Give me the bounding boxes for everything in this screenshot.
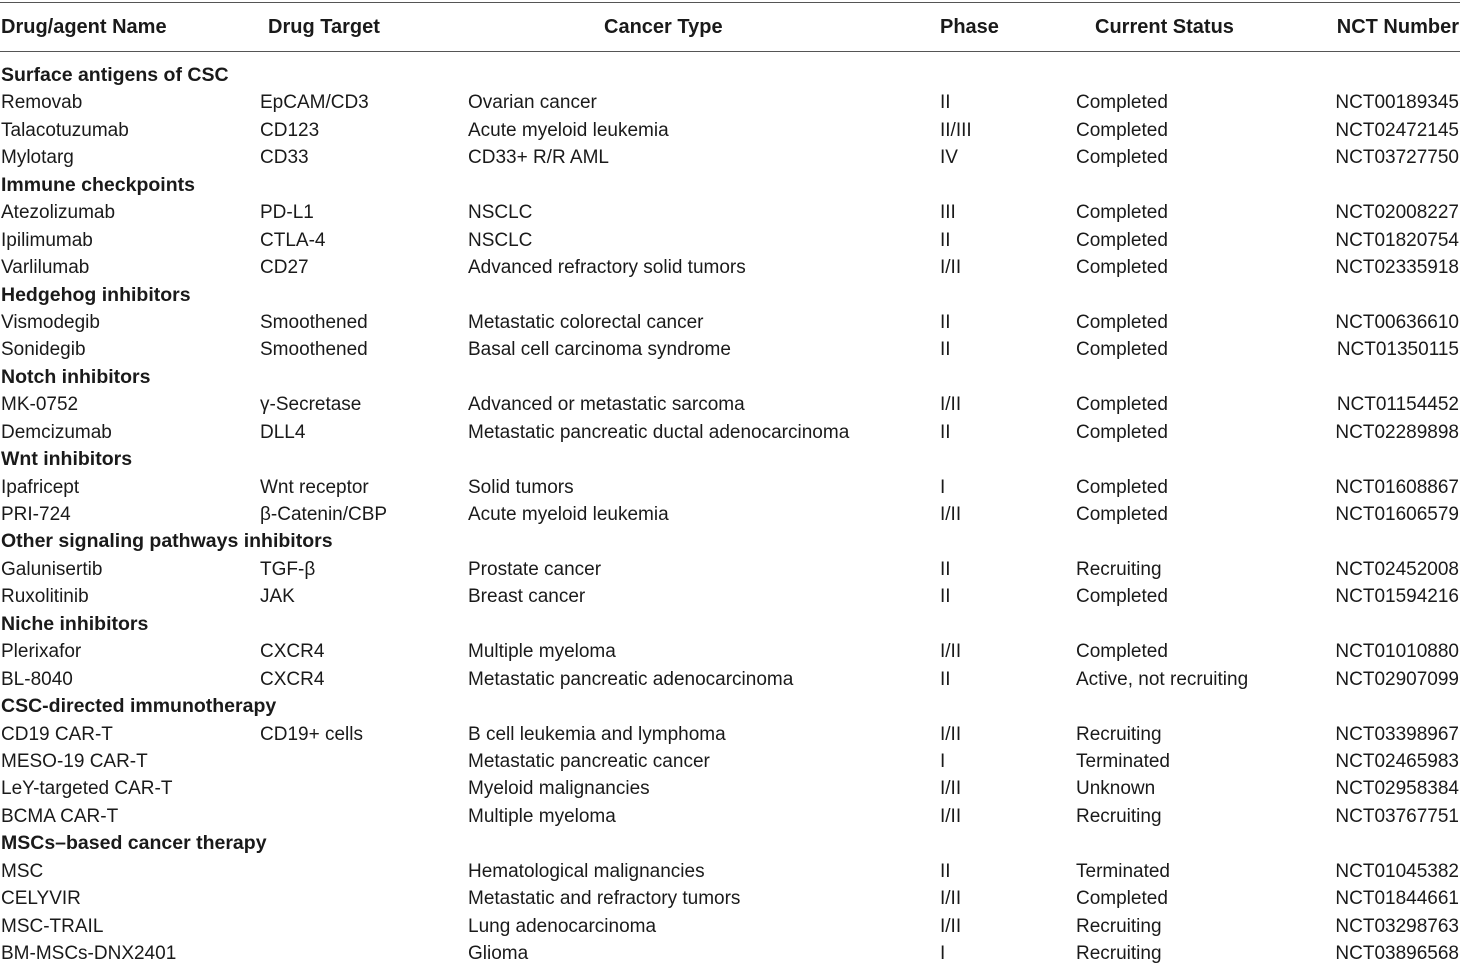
cancer-type-cell: Prostate cancer bbox=[468, 558, 602, 580]
phase-cell: II bbox=[940, 860, 951, 882]
section-heading bbox=[0, 282, 1460, 309]
cancer-type-cell: Myeloid malignancies bbox=[468, 778, 650, 800]
cancer-type-cell: B cell leukemia and lymphoma bbox=[468, 723, 726, 745]
drug-name-cell: Varlilumab bbox=[1, 257, 90, 279]
cancer-type-cell: Advanced or metastatic sarcoma bbox=[468, 394, 745, 416]
phase-cell: II bbox=[940, 668, 951, 690]
nct-number-cell: NCT03767751 bbox=[1335, 805, 1459, 827]
phase-cell: II bbox=[940, 311, 951, 333]
phase-cell: II bbox=[940, 339, 951, 361]
nct-number-cell: NCT02465983 bbox=[1335, 750, 1459, 772]
drug-name-cell: Removab bbox=[1, 92, 83, 114]
drug-name-cell: Ipilimumab bbox=[1, 229, 93, 251]
table-row bbox=[0, 391, 1460, 418]
status-cell: Completed bbox=[1076, 888, 1168, 910]
drug-target-cell: CD27 bbox=[260, 257, 309, 279]
status-cell: Completed bbox=[1076, 229, 1168, 251]
phase-cell: I/II bbox=[940, 723, 962, 745]
drug-name-cell: Vismodegib bbox=[1, 311, 100, 333]
drug-name-cell: LeY-targeted CAR-T bbox=[1, 778, 173, 800]
nct-number-cell: NCT02907099 bbox=[1335, 668, 1459, 690]
status-cell: Completed bbox=[1076, 202, 1168, 224]
drug-name-cell: Ipafricept bbox=[1, 476, 80, 498]
phase-cell: II bbox=[940, 586, 951, 608]
drug-name-cell: Mylotarg bbox=[1, 147, 74, 169]
drug-name-cell: MK-0752 bbox=[1, 394, 79, 416]
drug-name-cell: MSC-TRAIL bbox=[1, 915, 104, 937]
table-row bbox=[0, 556, 1460, 583]
table-row bbox=[0, 721, 1460, 748]
nct-number-cell: NCT02289898 bbox=[1335, 421, 1459, 443]
status-cell: Completed bbox=[1076, 92, 1168, 114]
section-title: Notch inhibitors bbox=[1, 365, 151, 388]
drug-target-cell: CXCR4 bbox=[260, 668, 325, 690]
nct-number-cell: NCT03727750 bbox=[1335, 147, 1459, 169]
cancer-type-cell: Metastatic colorectal cancer bbox=[468, 311, 704, 333]
status-cell: Completed bbox=[1076, 641, 1168, 663]
drug-name-cell: MSC bbox=[1, 860, 44, 882]
phase-cell: I/II bbox=[940, 805, 962, 827]
drug-target-cell: β-Catenin/CBP bbox=[260, 504, 388, 525]
phase-cell: I bbox=[940, 476, 946, 498]
phase-cell: I/II bbox=[940, 915, 962, 937]
cancer-type-cell: Multiple myeloma bbox=[468, 805, 616, 827]
table-row bbox=[0, 144, 1460, 171]
header-drug-name: Drug/agent Name bbox=[1, 16, 167, 38]
cancer-type-cell: Advanced refractory solid tumors bbox=[468, 257, 746, 279]
status-cell: Completed bbox=[1076, 311, 1168, 333]
cancer-type-cell: Metastatic pancreatic ductal adenocarcinoma bbox=[468, 421, 850, 443]
cancer-type-cell: Metastatic pancreatic cancer bbox=[468, 750, 710, 772]
table-row bbox=[0, 775, 1460, 802]
phase-cell: III bbox=[940, 202, 956, 224]
status-cell: Completed bbox=[1076, 147, 1168, 169]
section-heading bbox=[0, 693, 1460, 720]
drug-name-cell: CELYVIR bbox=[1, 888, 81, 910]
status-cell: Completed bbox=[1076, 504, 1168, 525]
cancer-type-cell: Acute myeloid leukemia bbox=[468, 119, 669, 141]
drug-target-cell: TGF-β bbox=[260, 558, 316, 580]
drug-name-cell: BM-MSCs-DNX2401 bbox=[1, 943, 177, 964]
nct-number-cell: NCT03298763 bbox=[1335, 915, 1459, 937]
table-row bbox=[0, 885, 1460, 912]
nct-number-cell: NCT00636610 bbox=[1335, 311, 1459, 333]
cancer-type-cell: Lung adenocarcinoma bbox=[468, 915, 657, 937]
table-row bbox=[0, 227, 1460, 254]
drug-target-cell: CD33 bbox=[260, 147, 309, 169]
cancer-type-cell: Acute myeloid leukemia bbox=[468, 504, 669, 525]
section-title: MSCs–based cancer therapy bbox=[1, 832, 267, 855]
section-title: Hedgehog inhibitors bbox=[1, 283, 191, 306]
status-cell: Completed bbox=[1076, 257, 1168, 279]
phase-cell: II bbox=[940, 558, 951, 580]
table-row bbox=[0, 666, 1460, 693]
table-row bbox=[0, 748, 1460, 775]
nct-number-cell: NCT01844661 bbox=[1335, 888, 1459, 910]
phase-cell: I/II bbox=[940, 641, 962, 663]
cancer-type-cell: Metastatic and refractory tumors bbox=[468, 888, 741, 910]
cancer-type-cell: CD33+ R/R AML bbox=[468, 147, 609, 169]
drug-target-cell: Smoothened bbox=[260, 339, 368, 361]
section-heading bbox=[0, 364, 1460, 391]
phase-cell: I bbox=[940, 750, 946, 772]
phase-cell: I/II bbox=[940, 394, 962, 416]
status-cell: Recruiting bbox=[1076, 558, 1162, 580]
header-cancer-type: Cancer Type bbox=[604, 16, 723, 38]
header-current-status: Current Status bbox=[1095, 16, 1234, 38]
nct-number-cell: NCT02335918 bbox=[1335, 257, 1459, 279]
nct-number-cell: NCT02472145 bbox=[1335, 119, 1459, 141]
drug-target-cell: CD19+ cells bbox=[260, 723, 363, 745]
status-cell: Completed bbox=[1076, 586, 1168, 608]
phase-cell: II bbox=[940, 421, 951, 443]
drug-target-cell: JAK bbox=[260, 586, 295, 608]
nct-number-cell: NCT01350115 bbox=[1336, 339, 1459, 361]
header-phase: Phase bbox=[940, 16, 999, 38]
header-drug-target: Drug Target bbox=[268, 16, 380, 38]
phase-cell: II bbox=[940, 92, 951, 114]
cancer-type-cell: Glioma bbox=[468, 943, 529, 964]
status-cell: Recruiting bbox=[1076, 943, 1162, 964]
nct-number-cell: NCT02008227 bbox=[1335, 202, 1459, 224]
cancer-type-cell: Multiple myeloma bbox=[468, 641, 616, 663]
phase-cell: II bbox=[940, 229, 951, 251]
drug-name-cell: Demcizumab bbox=[1, 421, 112, 443]
section-title: Immune checkpoints bbox=[1, 173, 195, 196]
status-cell: Completed bbox=[1076, 421, 1168, 443]
table-row bbox=[0, 940, 1460, 967]
nct-number-cell: NCT01820754 bbox=[1335, 229, 1459, 251]
drug-name-cell: BL-8040 bbox=[1, 668, 73, 690]
phase-cell: I/II bbox=[940, 888, 962, 910]
drug-target-cell: DLL4 bbox=[260, 421, 306, 443]
drug-target-cell: CTLA-4 bbox=[260, 229, 326, 251]
drug-name-cell: CD19 CAR-T bbox=[1, 723, 113, 745]
section-title: Niche inhibitors bbox=[1, 612, 149, 635]
drug-name-cell: PRI-724 bbox=[1, 504, 71, 525]
status-cell: Completed bbox=[1076, 394, 1168, 416]
status-cell: Unknown bbox=[1076, 778, 1156, 800]
nct-number-cell: NCT01594216 bbox=[1335, 586, 1459, 608]
table-row bbox=[0, 89, 1460, 116]
drug-name-cell: Sonidegib bbox=[1, 339, 86, 361]
cancer-type-cell: Metastatic pancreatic adenocarcinoma bbox=[468, 668, 794, 690]
table-row bbox=[0, 117, 1460, 144]
nct-number-cell: NCT03398967 bbox=[1335, 723, 1459, 745]
phase-cell: II/III bbox=[940, 119, 972, 141]
status-cell: Recruiting bbox=[1076, 805, 1162, 827]
cancer-type-cell: Breast cancer bbox=[468, 586, 586, 608]
drug-name-cell: Atezolizumab bbox=[1, 202, 116, 224]
phase-cell: I bbox=[940, 943, 946, 964]
phase-cell: I/II bbox=[940, 778, 962, 800]
drug-target-cell: PD-L1 bbox=[260, 202, 314, 224]
section-title: Wnt inhibitors bbox=[1, 448, 133, 471]
status-cell: Recruiting bbox=[1076, 915, 1162, 937]
drug-target-cell: Wnt receptor bbox=[260, 476, 369, 498]
section-title: Surface antigens of CSC bbox=[1, 64, 229, 86]
section-title: CSC-directed immunotherapy bbox=[1, 695, 277, 718]
phase-cell: I/II bbox=[940, 504, 962, 525]
drug-name-cell: Talacotuzumab bbox=[1, 119, 129, 141]
section-heading bbox=[0, 62, 1460, 89]
status-cell: Terminated bbox=[1076, 750, 1170, 772]
nct-number-cell: NCT02452008 bbox=[1335, 558, 1459, 580]
nct-number-cell: NCT02958384 bbox=[1335, 778, 1459, 800]
table-row bbox=[0, 803, 1460, 830]
nct-number-cell: NCT01045382 bbox=[1335, 860, 1459, 882]
cancer-type-cell: NSCLC bbox=[468, 202, 533, 224]
table-body bbox=[0, 62, 1460, 967]
table-row bbox=[0, 638, 1460, 665]
cancer-type-cell: Ovarian cancer bbox=[468, 92, 597, 114]
table-row bbox=[0, 254, 1460, 281]
table-row bbox=[0, 913, 1460, 940]
section-heading bbox=[0, 172, 1460, 199]
phase-cell: I/II bbox=[940, 257, 962, 279]
status-cell: Terminated bbox=[1076, 860, 1170, 882]
section-heading bbox=[0, 830, 1460, 857]
table-row bbox=[0, 858, 1460, 885]
cancer-type-cell: Basal cell carcinoma syndrome bbox=[468, 339, 731, 361]
drug-name-cell: Ruxolitinib bbox=[1, 586, 89, 608]
table-row bbox=[0, 309, 1460, 336]
status-cell: Completed bbox=[1076, 339, 1168, 361]
cancer-type-cell: Hematological malignancies bbox=[468, 860, 705, 882]
nct-number-cell: NCT01010880 bbox=[1335, 641, 1459, 663]
status-cell: Completed bbox=[1076, 119, 1168, 141]
drug-target-cell: Smoothened bbox=[260, 311, 368, 333]
nct-number-cell: NCT03896568 bbox=[1335, 943, 1459, 964]
section-heading bbox=[0, 611, 1460, 638]
table-row bbox=[0, 199, 1460, 226]
nct-number-cell: NCT01608867 bbox=[1335, 476, 1459, 498]
cancer-type-cell: Solid tumors bbox=[468, 476, 574, 498]
table-top-rule bbox=[0, 2, 1460, 3]
header-nct-number: NCT Number bbox=[1336, 16, 1459, 38]
section-heading bbox=[0, 446, 1460, 473]
section-title: Other signaling pathways inhibitors bbox=[1, 530, 333, 553]
status-cell: Active, not recruiting bbox=[1076, 668, 1249, 690]
table-row bbox=[0, 336, 1460, 363]
phase-cell: IV bbox=[940, 147, 958, 169]
nct-number-cell: NCT00189345 bbox=[1335, 92, 1459, 114]
drug-target-cell: CXCR4 bbox=[260, 641, 325, 663]
drug-target-cell: EpCAM/CD3 bbox=[260, 92, 369, 114]
drug-target-cell: CD123 bbox=[260, 119, 320, 141]
section-heading bbox=[0, 528, 1460, 555]
status-cell: Completed bbox=[1076, 476, 1168, 498]
table-row bbox=[0, 419, 1460, 446]
table-row bbox=[0, 474, 1460, 501]
nct-number-cell: NCT01154452 bbox=[1336, 394, 1459, 416]
drug-name-cell: Galunisertib bbox=[1, 558, 103, 580]
table-row bbox=[0, 583, 1460, 610]
drug-name-cell: Plerixafor bbox=[1, 641, 82, 663]
cancer-type-cell: NSCLC bbox=[468, 229, 533, 251]
drug-name-cell: MESO-19 CAR-T bbox=[1, 750, 148, 772]
drug-name-cell: BCMA CAR-T bbox=[1, 805, 119, 827]
status-cell: Recruiting bbox=[1076, 723, 1162, 745]
header-rule bbox=[0, 51, 1460, 52]
drug-target-cell: γ-Secretase bbox=[260, 394, 362, 416]
table-row bbox=[0, 501, 1460, 528]
nct-number-cell: NCT01606579 bbox=[1335, 504, 1459, 525]
